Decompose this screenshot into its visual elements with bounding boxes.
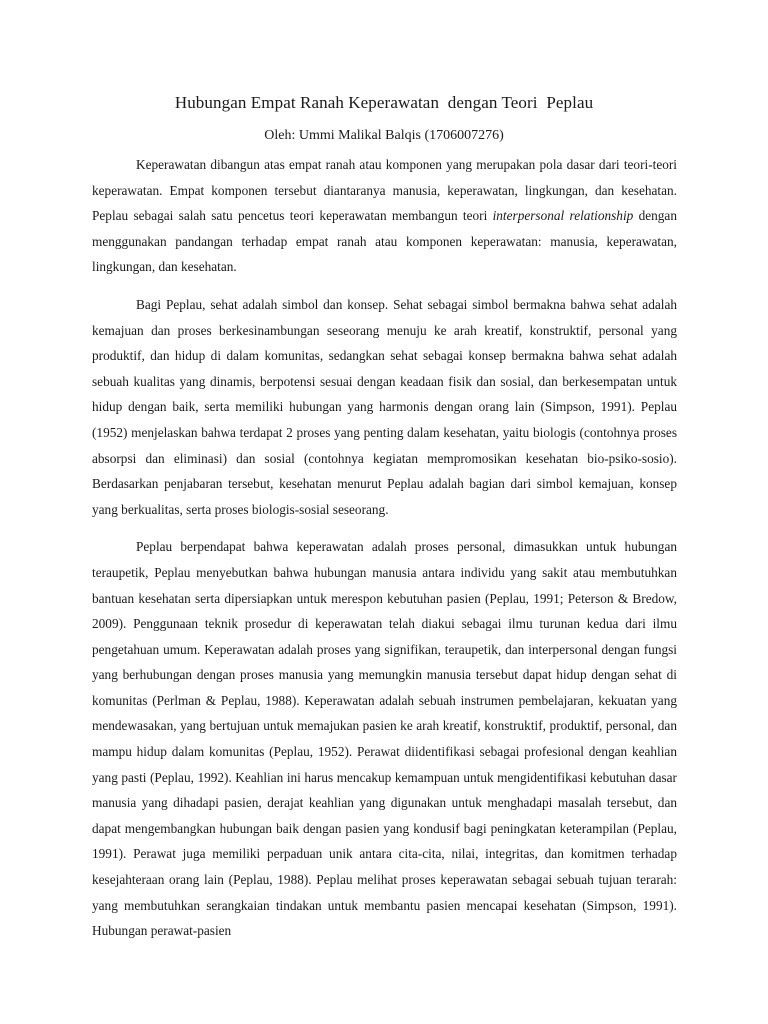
paragraph-1-italic-term: interpersonal relationship (492, 208, 634, 224)
paragraph-2: Bagi Peplau, sehat adalah simbol dan konsep. Sehat sebagai simbol bermakna bahwa sehat adalah kemajuan dan proses berkesinambungan seseorang menuju ke arah kreatif, konstruktif, personal yang produktif, dan hidup di dalam komunitas, sedangkan sehat sebagai konsep bermakna bahwa sehat adalah sebuah kualitas yang dinamis, berpotensi sesuai dengan keadaan fisik dan sosial, dan berkesempatan untuk hidup dengan baik, serta memiliki hubungan yang harmonis dengan orang lain (Simpson, 1991). Peplau (1952) menjelaskan bahwa terdapat 2 proses yang penting dalam kesehatan, yaitu biologis (contohnya proses absorpsi dan eliminasi) dan sosial (contohnya kegiatan mempromosikan kesehatan bio-psiko-sosio). Berdasarkan penjabaran tersebut, kesehatan menurut Peplau adalah bagian dari simbol kemajuan, konsep yang berkualitas, serta proses biologis-sosial seseorang. (92, 296, 677, 517)
paragraph-3: Peplau berpendapat bahwa keperawatan adalah proses personal, dimasukkan untuk hubungan teraupetik, Peplau menyebutkan bahwa hubungan manusia antara individu yang sakit atau membutuhkan bantuan kesehatan serta dipersiapkan untuk merespon kebutuhan pasien (Peplau, 1991; Peterson & Bredow, 2009). Penggunaan teknik prosedur di keperawatan telah diakui sebagai ilmu turunan kedua dari ilmu pengetahuan umum. Keperawatan adalah proses yang signifikan, teraupetik, dan interpersonal dengan fungsi yang berhubungan dengan proses manusia yang memungkin manusia tersebut dapat hidup dengan sehat di komunitas (Perlman & Peplau, 1988). Keperawatan adalah sebuah instrumen pembelajaran, kekuatan yang mendewasakan, yang bertujuan untuk memajukan pasien ke arah kreatif, konstruktif, produktif, personal, dan mampu hidup dalam komunitas (Peplau, 1952). Perawat diidentifikasi sebagai profesional dengan keahlian yang pasti (Peplau, 1992). Keahlian ini harus mencakup kemampuan untuk mengidentifikasi kebutuhan dasar manusia yang dihadapi pasien, derajat keahlian yang digunakan untuk menghadapi masalah tersebut, dan dapat mengembangkan hubungan baik dengan pasien yang kondusif bagi peningkatan keterampilan (Peplau, 1991). Perawat juga memiliki perpaduan unik antara cita-cita, nilai, integritas, dan komitmen terhadap kesejahteraan orang lain (Peplau, 1988). Peplau melihat proses keperawatan sebagai sebuah tujuan terarah: yang membutuhkan serangkaian tindakan untuk membantu pasien mencapai kesehatan (Simpson, 1991). Hubungan perawat-pasien (92, 539, 677, 939)
document-body (92, 152, 677, 956)
document-author: Oleh: Ummi Malikal Balqis (1706007276) (264, 128, 504, 143)
paragraph-1-text-a: Keperawatan dibangun atas empat ranah atau komponen yang merupakan pola dasar dari teori-teori keperawatan. Empat komponen tersebut diantaranya manusia, keperawatan, lingkungan, dan kesehatan. Peplau sebagai salah satu pencetus teori keperawatan membangun teori (92, 157, 677, 224)
paragraph-1-text-b: dengan menggunakan pandangan terhadap empat ranah atau komponen keperawatan: manusia, keperawatan, lingkungan, dan kesehatan. (92, 208, 677, 275)
document-title: Hubungan Empat Ranah Keperawatan dengan Teori Peplau (174, 93, 594, 112)
paragraph-1 (92, 152, 677, 280)
